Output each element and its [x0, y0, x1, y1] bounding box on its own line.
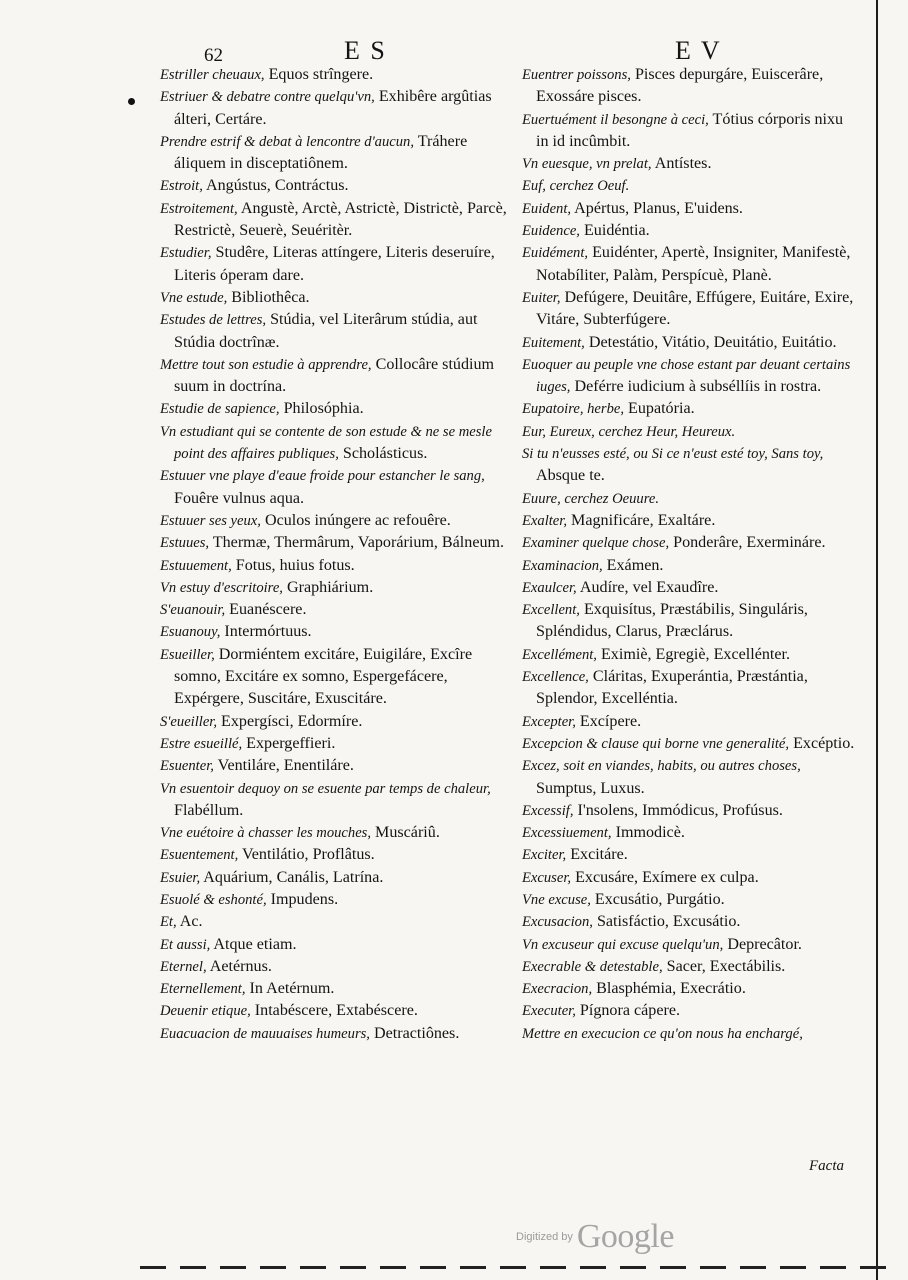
- dictionary-entry: [160, 354, 510, 399]
- dictionary-entry: [522, 800, 856, 822]
- entry-translation: Sumptus, Luxus.: [536, 779, 645, 797]
- entry-headword: Estuuer ses yeux,: [160, 512, 261, 529]
- dictionary-entry: [160, 86, 510, 131]
- entry-headword: Vn estuy d'escritoire,: [160, 579, 283, 596]
- entry-headword: Et,: [160, 914, 177, 931]
- dictionary-entry: [522, 109, 856, 154]
- entry-headword: Esuenter,: [160, 758, 214, 775]
- entry-translation: Thermæ, Thermârum, Vaporárium, Bálneum.: [209, 534, 505, 552]
- entry-headword: Estuuer vne playe d'eaue froide pour estancher le sang,: [160, 468, 485, 485]
- page-number: 62: [204, 45, 223, 66]
- entry-translation: Ventilátio, Proflâtus.: [238, 846, 375, 864]
- entry-headword: Euident,: [522, 200, 572, 217]
- entry-headword: Esuentement,: [160, 847, 239, 864]
- dictionary-entry: [160, 287, 510, 309]
- entry-translation: Fotus, huius fotus.: [231, 556, 355, 574]
- entry-translation: Aetérnus.: [206, 957, 272, 975]
- entry-headword: Estudie de sapience,: [160, 401, 280, 418]
- dictionary-entry: [160, 398, 510, 420]
- entry-headword: Excellence,: [522, 669, 589, 686]
- entry-translation: Scholásticus.: [338, 445, 428, 463]
- entry-headword: Mettre tout son estudie à apprendre,: [160, 356, 372, 373]
- entry-headword: Vn excuseur qui excuse quelqu'un,: [522, 936, 724, 953]
- dictionary-entry: [522, 532, 856, 554]
- entry-headword: Estriller cheuaux,: [160, 67, 265, 83]
- entry-translation: Expergísci, Edormíre.: [217, 712, 363, 730]
- entry-headword: Estroitement,: [160, 200, 238, 217]
- dictionary-entry: [522, 175, 856, 197]
- entry-translation: Oculos inúngere ac refouêre.: [260, 511, 451, 529]
- dictionary-entry: [160, 532, 510, 554]
- dictionary-entry: [522, 978, 856, 1000]
- dictionary-entry: [522, 822, 856, 844]
- entry-translation: Magnificáre, Exaltáre.: [567, 511, 716, 529]
- dictionary-entry: [522, 666, 856, 711]
- dictionary-entry: [522, 889, 856, 911]
- catchword: Facta: [809, 1158, 844, 1174]
- entry-translation: Eximiè, Egregiè, Excellénter.: [596, 645, 790, 663]
- entry-headword: Examinacion,: [522, 557, 603, 574]
- dictionary-entry: [160, 911, 510, 933]
- entry-translation: Aquárium, Canális, Latrína.: [200, 868, 384, 886]
- dictionary-entry: [160, 242, 510, 287]
- page-edge-rule: [876, 0, 878, 1280]
- entry-headword: Excusacion,: [522, 914, 593, 931]
- entry-translation: Eupatória.: [624, 400, 695, 418]
- dictionary-entry: [522, 332, 856, 354]
- entry-translation: Exquisítus, Præstábilis, Singuláris, Spléndidus, Clarus, Præclárus.: [536, 601, 808, 641]
- dictionary-entry: [522, 354, 856, 399]
- dictionary-entry: [522, 443, 856, 488]
- entry-headword: Excessiuement,: [522, 825, 612, 842]
- dictionary-entry: [160, 309, 510, 354]
- google-logo: Google: [576, 1218, 674, 1255]
- dictionary-entry: [160, 1023, 510, 1045]
- dictionary-entry: [160, 978, 510, 1000]
- entry-translation: Philosóphia.: [279, 400, 364, 418]
- entry-headword: Execrable & detestable,: [522, 958, 663, 975]
- entry-headword: Mettre en execucion ce qu'on nous ha enchargé,: [522, 1025, 803, 1042]
- entry-translation: Cláritas, Exuperántia, Præstántia, Splendor, Excelléntia.: [536, 668, 808, 708]
- dictionary-entry: [160, 175, 510, 197]
- right-column: [522, 64, 856, 1045]
- entry-translation: I'nsolens, Immódicus, Profúsus.: [573, 801, 783, 819]
- dictionary-entry: [160, 198, 510, 243]
- entry-headword: Deuenir etique,: [160, 1003, 251, 1020]
- entry-headword: Exaulcer,: [522, 579, 577, 596]
- dictionary-entry: [160, 64, 510, 86]
- entry-headword: Vne excuse,: [522, 891, 591, 908]
- dictionary-entry: [522, 287, 856, 332]
- entry-translation: Intermórtuus.: [220, 623, 312, 641]
- entry-headword: Euitement,: [522, 334, 585, 351]
- entry-headword: Et aussi,: [160, 936, 211, 953]
- entry-headword: Esuanouy,: [160, 624, 221, 641]
- dictionary-entry: [160, 822, 510, 844]
- entry-translation: Ventiláre, Enentiláre.: [213, 757, 354, 775]
- dictionary-entry: [522, 755, 856, 800]
- entry-headword: Estriuer & debatre contre quelqu'vn,: [160, 89, 375, 106]
- dictionary-entry: [522, 421, 856, 443]
- dictionary-entry: [160, 711, 510, 733]
- entry-translation: Euidénter, Apertè, Insigniter, Manifestè, Notabíliter, Palàm, Perspícuè, Planè.: [536, 244, 851, 284]
- entry-headword: Euentrer poissons,: [522, 67, 631, 83]
- entry-headword: Prendre estrif & debat à lencontre d'aucun,: [160, 133, 415, 150]
- dictionary-entry: [522, 242, 856, 287]
- entry-translation: Deprecâtor.: [723, 935, 802, 953]
- entry-headword: Excellent,: [522, 602, 580, 619]
- entry-translation: Excusátio, Purgátio.: [590, 890, 725, 908]
- dictionary-entry: [160, 599, 510, 621]
- entry-translation: Bibliothêca.: [227, 288, 310, 306]
- entry-translation: Graphiárium.: [282, 578, 374, 596]
- running-head-right: E V: [675, 36, 722, 65]
- entry-headword: Estuuement,: [160, 557, 232, 574]
- entry-translation: Detestátio, Vitátio, Deuitátio, Euitátio.: [584, 333, 837, 351]
- dictionary-entry: [522, 198, 856, 220]
- ink-dot-mark: [128, 98, 135, 105]
- left-column: [160, 64, 510, 1045]
- entry-translation: Angústus, Contráctus.: [202, 177, 349, 195]
- entry-translation: Euidéntia.: [579, 222, 650, 240]
- dictionary-entry: [160, 956, 510, 978]
- entry-translation: Ac.: [176, 913, 203, 931]
- dictionary-entry: [522, 510, 856, 532]
- entry-translation: Pígnora cápere.: [575, 1002, 681, 1020]
- entry-translation: Fouêre vulnus aqua.: [174, 489, 305, 507]
- dictionary-entry: [160, 510, 510, 532]
- dictionary-entry: [522, 934, 856, 956]
- dictionary-entry: [522, 911, 856, 933]
- digitizer-prefix: Digitized by: [516, 1231, 573, 1243]
- entry-headword: Esueiller,: [160, 646, 215, 663]
- entry-headword: Exciter,: [522, 847, 567, 864]
- entry-headword: Euacuacion de mauuaises humeurs,: [160, 1025, 370, 1042]
- dictionary-entry: [160, 755, 510, 777]
- dictionary-entry: [522, 64, 856, 109]
- entry-headword: Examiner quelque chose,: [522, 535, 670, 552]
- entry-headword: Esuier,: [160, 869, 201, 886]
- entry-translation: Excusáre, Exímere ex culpa.: [571, 868, 759, 886]
- entry-headword: Esuolé & eshonté,: [160, 891, 267, 908]
- entry-translation: In Aetérnum.: [245, 980, 335, 998]
- entry-headword: Euiter,: [522, 289, 561, 306]
- dictionary-entry: [522, 220, 856, 242]
- entry-translation: Sacer, Exectábilis.: [662, 957, 786, 975]
- entry-headword: Excessif,: [522, 802, 574, 819]
- entry-translation: Immodicè.: [611, 824, 685, 842]
- entry-headword: Excuser,: [522, 869, 572, 886]
- entry-translation: Atque etiam.: [210, 935, 297, 953]
- entry-headword: Eternel,: [160, 958, 207, 975]
- entry-headword: Eupatoire, herbe,: [522, 401, 624, 418]
- entry-headword: Euf, cerchez Oeuf.: [522, 178, 630, 195]
- entry-headword: Euure, cerchez Oeuure.: [522, 490, 659, 507]
- dictionary-entry: [522, 599, 856, 644]
- entry-translation: Excípere.: [575, 712, 642, 730]
- entry-translation: Exhibêre argûtias álteri, Certáre.: [174, 88, 492, 128]
- entry-translation: Tótius córporis nixu in id incûmbit.: [536, 110, 844, 150]
- entry-translation: Satisfáctio, Excusátio.: [592, 913, 741, 931]
- dictionary-entry: [522, 956, 856, 978]
- entry-headword: Vn estudiant qui se contente de son estude & ne se mesle point des affaires publiques,: [160, 423, 492, 463]
- entry-translation: Muscáriû.: [371, 824, 440, 842]
- entry-headword: Euoquer au peuple vne chose estant par deuant certains iuges,: [522, 356, 851, 396]
- dictionary-entry: [160, 131, 510, 176]
- entry-headword: Euidence,: [522, 223, 580, 240]
- dictionary-entry: [160, 844, 510, 866]
- dictionary-entry: [522, 1023, 856, 1045]
- entry-translation: Collocâre stúdium suum in doctrína.: [174, 355, 495, 396]
- entry-translation: Pisces depurgáre, Euiscerâre, Exossáre pisces.: [536, 66, 824, 106]
- entry-translation: Equos strîngere.: [264, 66, 374, 83]
- dictionary-entry: [522, 844, 856, 866]
- dictionary-entry: [160, 867, 510, 889]
- entry-translation: Tráhere áliquem in disceptatiônem.: [174, 132, 468, 173]
- entry-headword: Estudier,: [160, 245, 212, 262]
- dictionary-entry: [160, 621, 510, 643]
- entry-headword: Excepter,: [522, 713, 576, 730]
- entry-headword: Exalter,: [522, 512, 567, 529]
- entry-headword: Execracion,: [522, 981, 593, 998]
- entry-translation: Excitáre.: [566, 846, 628, 864]
- entry-headword: Estroit,: [160, 178, 203, 195]
- entry-headword: Eur, Eureux, cerchez Heur, Heureux.: [522, 423, 736, 440]
- entry-headword: Si tu n'eusses esté, ou Si ce n'eust esté toy, Sans toy,: [522, 446, 824, 463]
- dictionary-entry: [522, 577, 856, 599]
- entry-translation: Euanéscere.: [225, 601, 307, 619]
- entry-translation: Angustè, Arctè, Astrictè, Districtè, Parcè, Restrictè, Seuerè, Seuéritèr.: [174, 199, 507, 240]
- entry-translation: Exámen.: [602, 556, 664, 574]
- entry-headword: Excez, soit en viandes, habits, ou autres choses,: [522, 758, 801, 775]
- entry-translation: Excéptio.: [789, 734, 855, 752]
- entry-translation: Impudens.: [266, 890, 339, 908]
- dictionary-entry: [160, 889, 510, 911]
- dictionary-entry: [522, 644, 856, 666]
- dictionary-entry: [522, 555, 856, 577]
- entry-headword: Euidément,: [522, 245, 589, 262]
- entry-translation: Flabéllum.: [174, 801, 244, 819]
- entry-translation: Deférre iudicium à subséllíis in rostra.: [570, 378, 822, 396]
- entry-headword: Vne estude,: [160, 289, 228, 306]
- dictionary-entry: [522, 711, 856, 733]
- entry-headword: Vn euesque, vn prelat,: [522, 156, 652, 173]
- entry-translation: Antístes.: [651, 155, 712, 173]
- dictionary-entry: [160, 555, 510, 577]
- digitizer-watermark: [516, 1218, 674, 1256]
- entry-translation: Intabéscere, Extabéscere.: [250, 1002, 418, 1020]
- dictionary-entry: [522, 867, 856, 889]
- dictionary-entry: [160, 577, 510, 599]
- entry-headword: Estudes de lettres,: [160, 312, 267, 329]
- entry-headword: Estre esueillé,: [160, 735, 243, 752]
- entry-headword: Vn esuentoir dequoy on se esuente par temps de chaleur,: [160, 780, 491, 797]
- entry-translation: Detractiônes.: [369, 1024, 460, 1042]
- bottom-rule: [140, 1266, 900, 1269]
- entry-headword: Eternellement,: [160, 981, 246, 998]
- dictionary-entry: [160, 934, 510, 956]
- entry-headword: Executer,: [522, 1003, 576, 1020]
- dictionary-entry: [160, 421, 510, 466]
- dictionary-entry: [522, 1000, 856, 1022]
- entry-headword: Excellément,: [522, 646, 597, 663]
- dictionary-entry: [160, 778, 510, 823]
- entry-translation: Stúdia, vel Literârum stúdia, aut Stúdia doctrînæ.: [174, 311, 478, 351]
- entry-translation: Expergeffieri.: [242, 734, 336, 752]
- running-head-left: E S: [344, 36, 387, 65]
- entry-translation: Absque te.: [536, 467, 605, 485]
- dictionary-entry: [160, 465, 510, 510]
- entry-translation: Audíre, vel Exaudîre.: [576, 578, 719, 596]
- dictionary-entry: [160, 733, 510, 755]
- entry-headword: S'euanouir,: [160, 602, 226, 619]
- entry-headword: S'eueiller,: [160, 713, 218, 730]
- entry-translation: Blasphémia, Execrátio.: [592, 980, 746, 998]
- dictionary-entry: [160, 1000, 510, 1022]
- dictionary-entry: [522, 398, 856, 420]
- entry-translation: Defúgere, Deuitâre, Effúgere, Euitáre, Exire, Vitáre, Subterfúgere.: [536, 288, 854, 329]
- entry-translation: Apértus, Planus, E'uidens.: [571, 199, 743, 217]
- dictionary-entry: [522, 733, 856, 755]
- entry-translation: Dormiéntem excitáre, Euigiláre, Excîre somno, Excitáre ex somno, Espergefácere, Expérgere, Suscitáre, Exuscitáre.: [174, 645, 473, 708]
- entry-translation: Ponderâre, Exermináre.: [669, 534, 826, 552]
- dictionary-entry: [522, 153, 856, 175]
- dictionary-entry: [522, 488, 856, 510]
- dictionary-entry: [160, 644, 510, 711]
- entry-translation: Studêre, Literas attíngere, Literis deseruíre, Literis óperam dare.: [174, 244, 495, 284]
- entry-headword: Vne euétoire à chasser les mouches,: [160, 825, 372, 842]
- entry-headword: Euertuément il besongne à ceci,: [522, 111, 709, 128]
- entry-headword: Excepcion & clause qui borne vne generalité,: [522, 735, 790, 752]
- entry-headword: Estuues,: [160, 535, 210, 552]
